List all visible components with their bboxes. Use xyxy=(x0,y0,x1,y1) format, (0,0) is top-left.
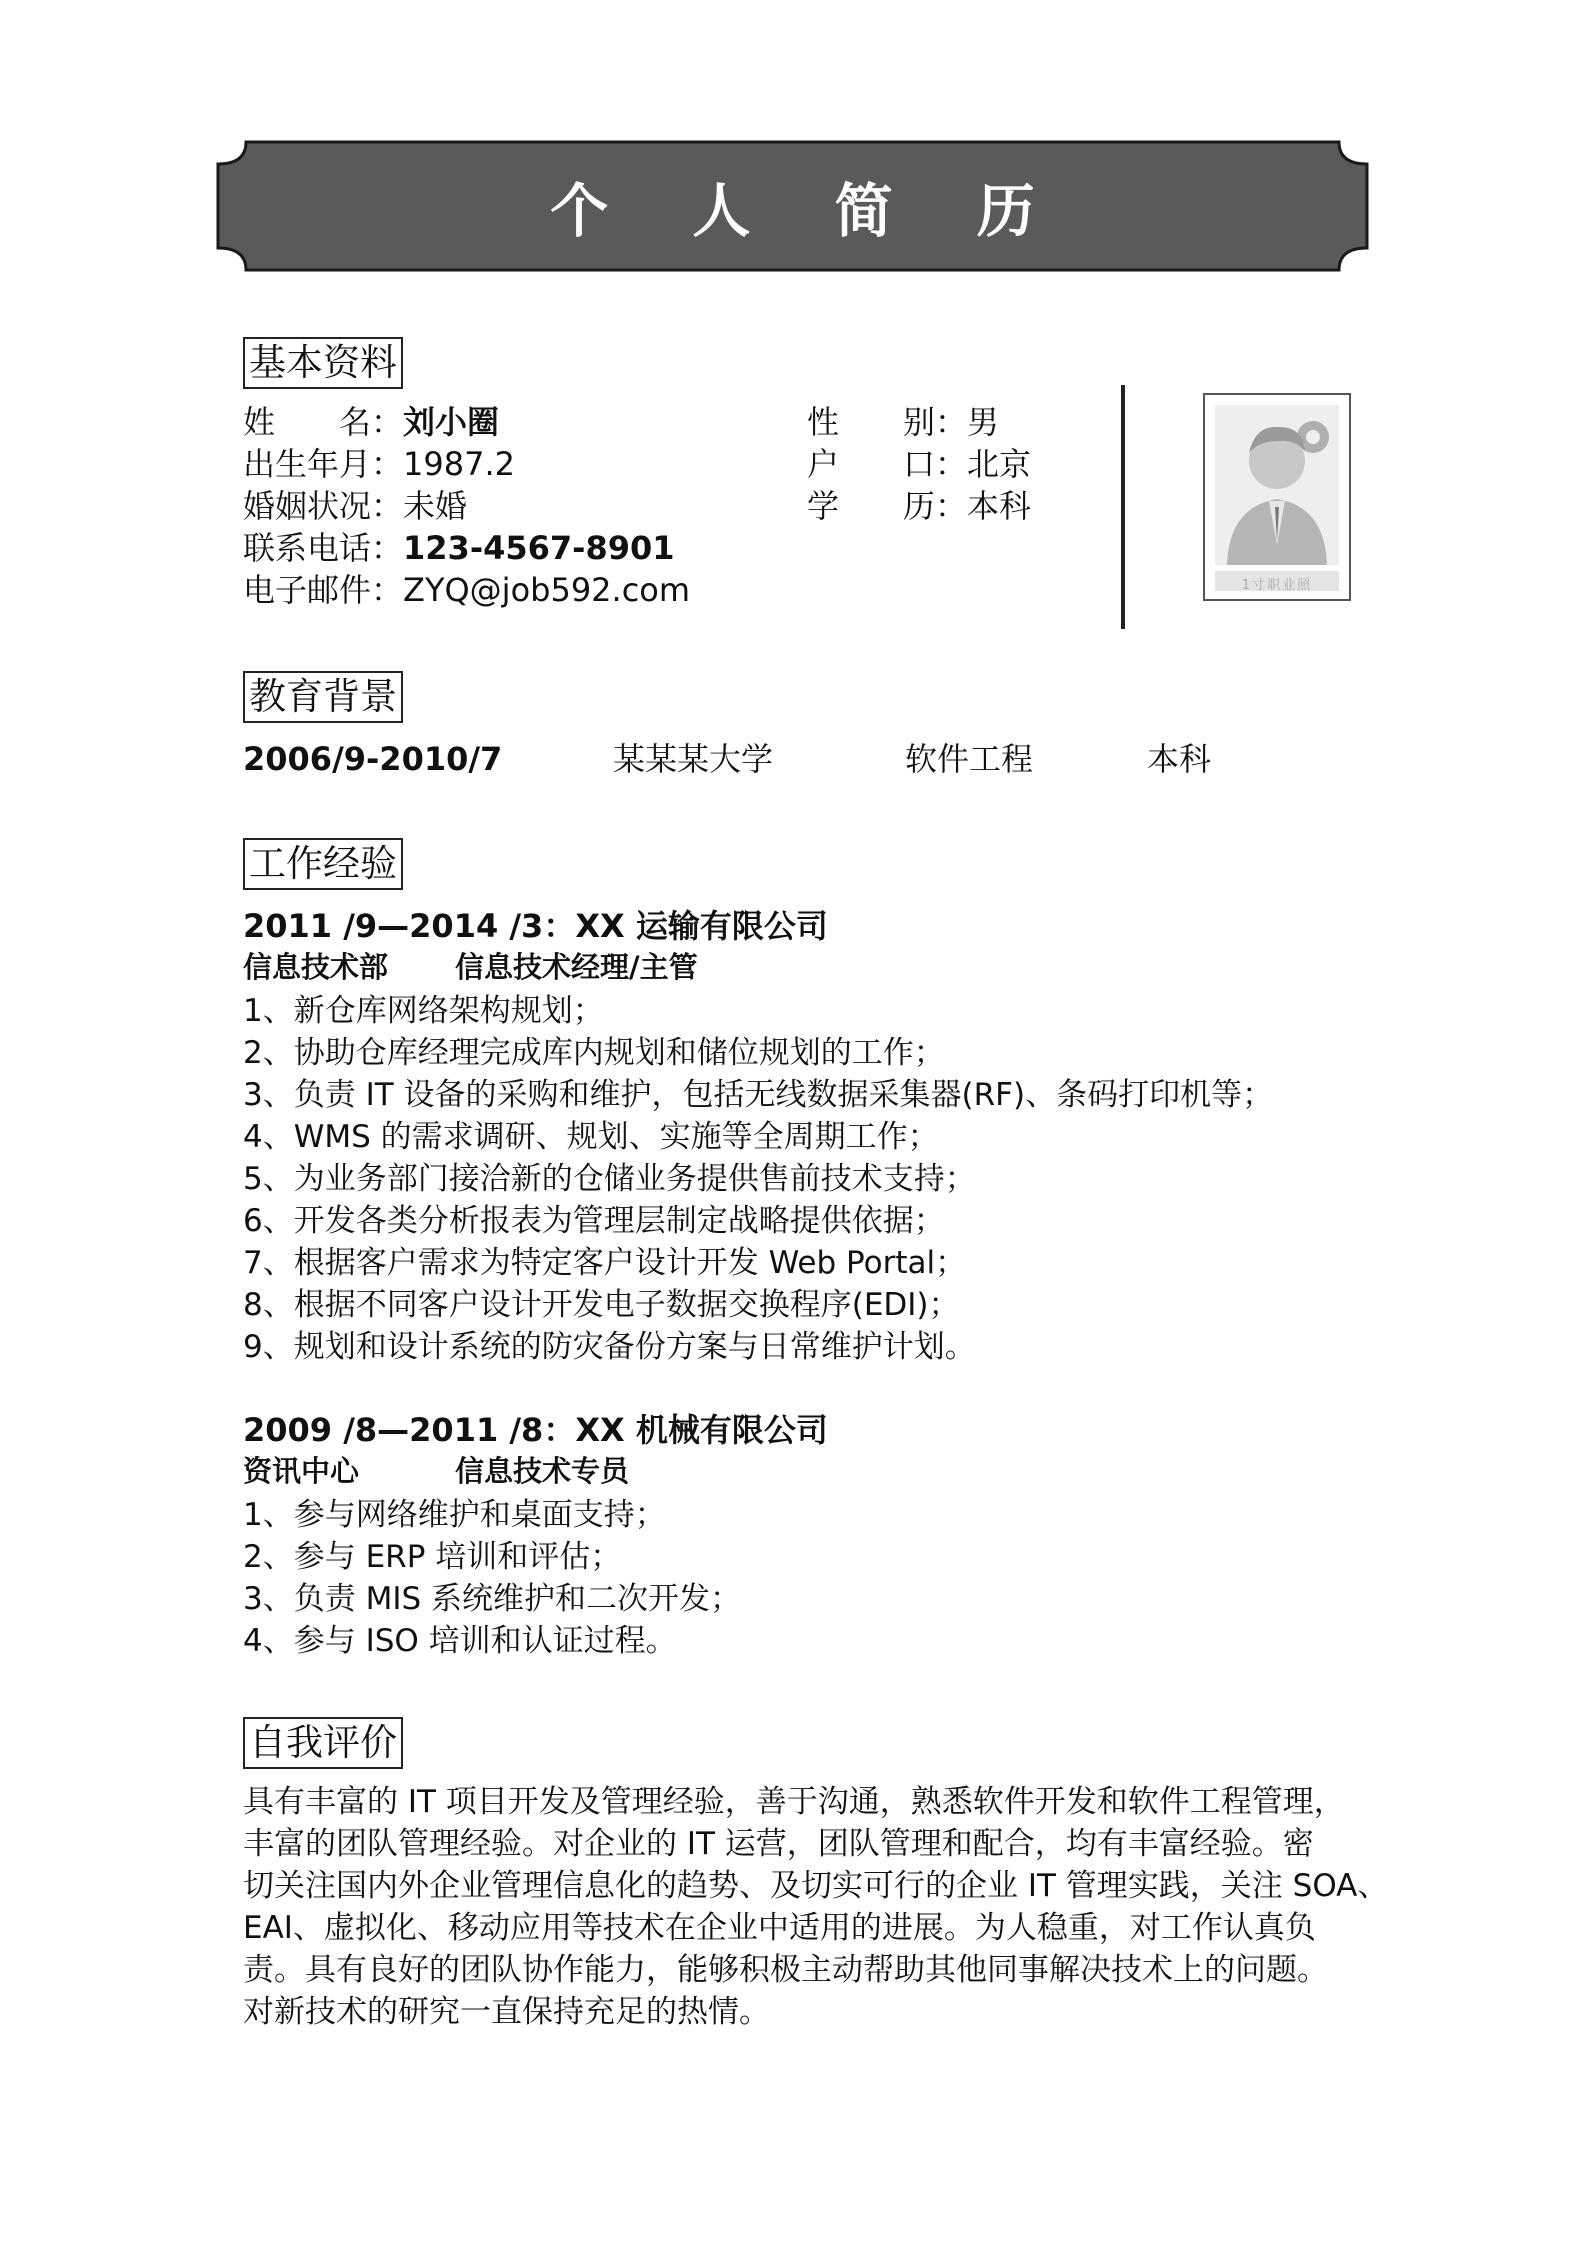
hukou-value: 北京 xyxy=(967,445,1032,483)
list-item: 3、负责 IT 设备的采购和维护，包括无线数据采集器(RF)、条码打印机等； xyxy=(243,1077,1274,1113)
paragraph-line: 具有丰富的 IT 项目开发及管理经验，善于沟通，熟悉软件开发和软件工程管理， xyxy=(243,1784,1345,1820)
job-duties-list xyxy=(243,1494,741,1662)
paragraph-line: 责。具有良好的团队协作能力，能够积极主动帮助其他同事解决技术上的问题。 xyxy=(243,1952,1328,1988)
birth-row xyxy=(243,444,515,484)
degree-value: 本科 xyxy=(967,487,1032,525)
education-school: 某某某大学 xyxy=(613,740,774,778)
list-item: 8、根据不同客户设计开发电子数据交换程序(EDI)； xyxy=(243,1287,960,1323)
list-item: 4、参与 ISO 培训和认证过程。 xyxy=(243,1623,677,1659)
job-dept: 信息技术部 xyxy=(243,950,389,984)
person-silhouette-icon xyxy=(1205,395,1349,599)
section-self-heading: 自我评价 xyxy=(243,1717,403,1769)
profile-photo xyxy=(1203,393,1351,601)
list-item: 9、规划和设计系统的防灾备份方案与日常维护计划。 xyxy=(243,1329,976,1365)
education-period: 2006/9-2010/7 xyxy=(243,740,503,778)
marital-value: 未婚 xyxy=(403,487,468,525)
gender-value: 男 xyxy=(967,403,1000,441)
name-value: 刘小圈 xyxy=(403,403,500,441)
email-value: ZYQ@job592.com xyxy=(403,571,691,609)
page-title: 个 人 简 历 xyxy=(550,177,1067,245)
phone-label: 联系电话： xyxy=(243,529,404,567)
paragraph-line: 丰富的团队管理经验。对企业的 IT 运营，团队管理和配合，均有丰富经验。密 xyxy=(243,1826,1314,1862)
list-item: 5、为业务部门接洽新的仓储业务提供售前技术支持； xyxy=(243,1161,976,1197)
job-dept-row xyxy=(243,1452,629,1490)
job-period: 2009 /8—2011 /8：XX xyxy=(243,1411,636,1449)
birth-value: 1987.2 xyxy=(403,445,515,483)
hukou-label: 户 口： xyxy=(807,445,968,483)
job-period: 2011 /9—2014 /3：XX xyxy=(243,907,636,945)
list-item: 6、开发各类分析报表为管理层制定战略提供依据； xyxy=(243,1203,945,1239)
list-item: 1、新仓库网络架构规划； xyxy=(243,993,604,1029)
paragraph-line: 切关注国内外企业管理信息化的趋势、及切实可行的企业 IT 管理实践，关注 SOA、 xyxy=(243,1868,1389,1904)
list-item: 2、协助仓库经理完成库内规划和储位规划的工作； xyxy=(243,1035,945,1071)
title-banner xyxy=(216,140,1369,272)
job-title: 信息技术专员 xyxy=(455,1454,630,1488)
self-evaluation-text xyxy=(243,1781,1389,2033)
gender-row xyxy=(807,402,999,442)
job-dept-row xyxy=(243,948,698,986)
education-degree: 本科 xyxy=(1147,740,1212,778)
education-major: 软件工程 xyxy=(905,740,1034,778)
gender-label: 性 别： xyxy=(807,403,968,441)
job-title: 信息技术经理/主管 xyxy=(455,950,698,984)
job-company: 运输有限公司 xyxy=(635,907,828,945)
phone-row xyxy=(243,528,675,568)
hukou-row xyxy=(807,444,1031,484)
name-row xyxy=(243,402,499,442)
email-row xyxy=(243,570,690,610)
birth-label: 出生年月： xyxy=(243,445,404,483)
job-company: 机械有限公司 xyxy=(635,1411,828,1449)
job-heading xyxy=(243,1410,828,1450)
job-heading xyxy=(243,906,828,946)
job-duties-list xyxy=(243,990,1273,1368)
paragraph-line: EAI、虚拟化、移动应用等技术在企业中适用的进展。为人稳重，对工作认真负 xyxy=(243,1910,1316,1946)
marital-label: 婚姻状况： xyxy=(243,487,404,525)
degree-label: 学 历： xyxy=(807,487,968,525)
section-work-heading: 工作经验 xyxy=(243,838,403,890)
photo-caption: 1寸职业照 xyxy=(1241,578,1313,593)
degree-row xyxy=(807,486,1031,526)
list-item: 1、参与网络维护和桌面支持； xyxy=(243,1497,666,1533)
marital-row xyxy=(243,486,467,526)
job-dept: 资讯中心 xyxy=(243,1454,360,1488)
email-label: 电子邮件： xyxy=(243,571,404,609)
section-basic-heading: 基本资料 xyxy=(243,337,403,389)
divider-line xyxy=(1121,385,1125,629)
list-item: 2、参与 ERP 培训和评估； xyxy=(243,1539,622,1575)
paragraph-line: 对新技术的研究一直保持充足的热情。 xyxy=(243,1994,770,2030)
list-item: 7、根据客户需求为特定客户设计开发 Web Portal； xyxy=(243,1245,967,1281)
name-label: 姓 名： xyxy=(243,403,404,441)
list-item: 4、WMS 的需求调研、规划、实施等全周期工作； xyxy=(243,1119,939,1155)
phone-value: 123-4567-8901 xyxy=(403,529,675,567)
list-item: 3、负责 MIS 系统维护和二次开发； xyxy=(243,1581,741,1617)
section-education-heading: 教育背景 xyxy=(243,671,403,723)
